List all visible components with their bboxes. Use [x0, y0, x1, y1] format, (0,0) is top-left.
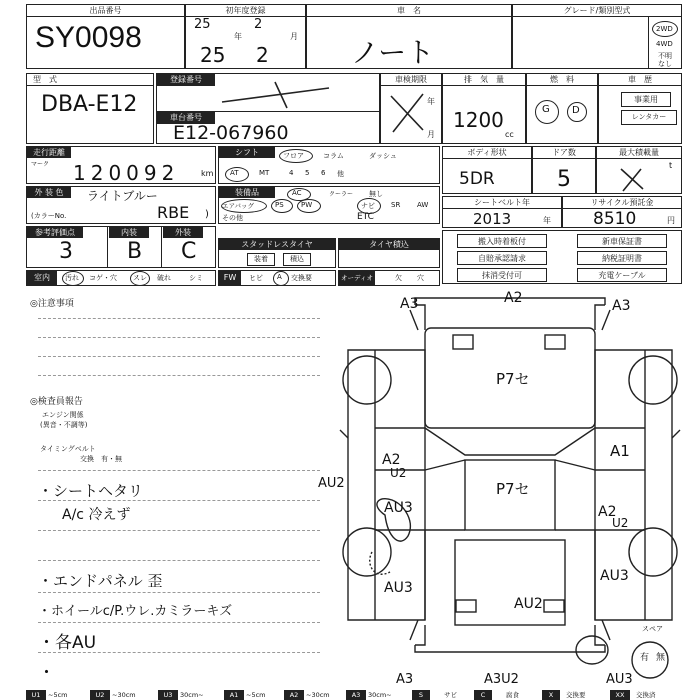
- ext-color-code-close: ): [205, 209, 209, 220]
- tire-load-box: [338, 238, 440, 268]
- inspection-box: [380, 73, 442, 144]
- mark-top-right: A3: [612, 298, 631, 314]
- inspector-label: ◎検査員報告: [30, 397, 83, 407]
- engine-label: エンジン関係: [42, 411, 84, 419]
- ext-color-code-label: (カラーNo.: [31, 212, 67, 220]
- legend-key-a2: A2: [284, 690, 304, 700]
- exterior-grade: C: [181, 239, 197, 264]
- shift-5: 5: [305, 169, 310, 177]
- mileage-mark: マーク: [31, 161, 50, 168]
- tire-load-label: タイヤ積込: [339, 239, 439, 250]
- studless-loaded: 積込: [283, 253, 311, 266]
- shift-dash: ダッシュ: [369, 152, 397, 160]
- ext-color-code: RBE: [157, 203, 190, 222]
- history-rental: レンタカー: [621, 110, 677, 125]
- legend-val-u2: ~30cm: [112, 691, 136, 699]
- fw-box: [218, 270, 336, 286]
- notes-label: ◎注意事項: [30, 299, 74, 309]
- mark-left-side: AU2: [318, 476, 345, 491]
- inspector-entry-3: ・エンドパネル 歪: [38, 572, 163, 590]
- check-plate: 搬入時着板付: [457, 234, 547, 248]
- first-registration-box: [185, 4, 306, 69]
- fw-a: A: [277, 273, 282, 281]
- seatbelt-value: 2013: [473, 210, 512, 228]
- interior-stain: シミ: [189, 274, 203, 282]
- shift-at: AT: [230, 169, 239, 177]
- mark-left-front: A2: [382, 452, 401, 468]
- lot-number-label: 出品番号: [27, 5, 184, 17]
- lot-number-box: [26, 4, 185, 69]
- shift-box: [218, 146, 440, 184]
- equipment-label: 装備品: [219, 187, 275, 198]
- equip-pw: PW: [301, 201, 313, 209]
- exterior-color-box: [26, 186, 216, 224]
- audio-missing: 欠: [395, 274, 402, 282]
- inspection-year-unit: 年: [427, 97, 435, 106]
- inspector-entry-2: A/c 冷えず: [62, 507, 131, 523]
- check-cable: 充電ケーブル: [577, 268, 667, 282]
- mark-right-mid: A2: [598, 504, 617, 520]
- checklist-box: [442, 230, 682, 284]
- legend-key-u2: U2: [90, 690, 110, 700]
- shift-floor: フロア: [283, 152, 304, 160]
- timing-opts: 交換 有・無: [80, 455, 122, 463]
- legend-val-xx: 交換済: [636, 691, 656, 699]
- ext-color-label: 外 装 色: [27, 187, 71, 198]
- doors-value: 5: [557, 167, 571, 192]
- body-type-label: ボディ形状: [443, 147, 531, 159]
- interior-label: 室内: [27, 271, 57, 285]
- equip-other-value: ETC: [357, 212, 374, 222]
- car-name-label: 車 名: [307, 5, 511, 17]
- grade-box: [512, 4, 682, 69]
- shift-4: 4: [289, 169, 294, 177]
- drive-none: なし: [658, 60, 672, 68]
- mark-left-front-2: U2: [390, 466, 407, 480]
- lot-number-value: SY0098: [35, 21, 142, 54]
- equip-cooler: クーラー: [329, 191, 354, 198]
- overall-grade: 3: [59, 239, 73, 264]
- studless-label: スタッドレスタイヤ: [219, 239, 335, 250]
- legend-val-x: 交換要: [566, 691, 586, 699]
- capacity-x-mark: [617, 165, 647, 193]
- spare-yes: 有: [640, 653, 650, 663]
- chassis-label: 車台番号: [157, 112, 215, 124]
- interior-dirt: 汚れ: [65, 274, 79, 282]
- equip-none: 無し: [369, 190, 383, 198]
- first-reg-month-unit: 月: [290, 32, 298, 41]
- legend-val-c: 腐食: [506, 691, 519, 699]
- doors-label: ドア数: [533, 147, 595, 159]
- first-reg-month: 2: [256, 43, 269, 67]
- inspection-x-mark: [387, 90, 427, 136]
- mileage-box: [26, 146, 216, 184]
- body-type-box: [442, 146, 532, 194]
- car-name-box: [306, 4, 512, 69]
- inspector-entry-6: ・: [38, 663, 55, 683]
- recycle-value: 8510: [593, 209, 637, 229]
- mileage-unit: km: [201, 169, 214, 178]
- fuel-label: 燃 料: [527, 74, 597, 86]
- car-name-value: ノート: [351, 36, 435, 69]
- drive-4wd: 4WD: [656, 40, 673, 48]
- inspection-month-unit: 月: [427, 130, 435, 139]
- mark-right-rear: AU3: [600, 568, 629, 584]
- first-registration-label: 初年度登録: [186, 5, 305, 17]
- legend-key-xx: XX: [610, 690, 630, 700]
- recycle-box: [562, 196, 682, 228]
- mark-left-mid: AU3: [384, 500, 413, 516]
- audio-label: オーディオ: [339, 271, 375, 285]
- legend-key-x: X: [542, 690, 560, 700]
- fuel-gasoline: G: [542, 104, 550, 115]
- shift-column: コラム: [323, 152, 344, 160]
- legend-key-s: S: [412, 690, 430, 700]
- mark-rear-mid: AU2: [514, 596, 543, 612]
- mark-left-rear: AU3: [384, 580, 413, 596]
- legend-val-a1: ~5cm: [246, 691, 266, 699]
- history-business: 事業用: [621, 92, 671, 107]
- grades-box: [26, 226, 216, 268]
- mark-bottom-right: AU3: [606, 672, 633, 687]
- drive-2wd: 2WD: [656, 25, 673, 33]
- seatbelt-label: シートベルト年: [443, 197, 561, 209]
- model-label: 型 式: [27, 74, 153, 86]
- seatbelt-unit: 年: [543, 216, 551, 225]
- legend-key-c: C: [474, 690, 492, 700]
- capacity-label: 最大積載量: [597, 147, 681, 159]
- studless-mounted: 装着: [247, 253, 275, 266]
- interior-tear: 破れ: [157, 274, 171, 282]
- inspection-label: 車検期限: [381, 74, 441, 86]
- shift-mt: MT: [259, 169, 270, 177]
- recycle-unit: 円: [667, 216, 675, 225]
- inspector-entry-5: ・各AU: [38, 633, 97, 653]
- mark-roof: P7セ: [496, 480, 530, 498]
- grade-label: グレード/類別型式: [513, 5, 681, 17]
- equipment-box: [218, 186, 440, 224]
- spare-no: 無: [656, 653, 666, 663]
- legend-val-s: サビ: [444, 691, 457, 699]
- history-label: 車 歴: [599, 74, 681, 86]
- history-box: [598, 73, 682, 144]
- legend-val-u3: 30cm~: [180, 691, 204, 699]
- mark-top-mid: A2: [504, 290, 523, 306]
- legend-key-u3: U3: [158, 690, 178, 700]
- first-reg-month-small: 2: [254, 17, 263, 32]
- recycle-label: リサイクル預託金: [563, 197, 681, 209]
- shift-label: シフト: [219, 147, 275, 158]
- inspector-entry-4: ・ホイールc/P.ウレ.カミラーキズ: [38, 604, 233, 619]
- displacement-label: 排 気 量: [443, 74, 525, 86]
- reg-number-label: 登録番号: [157, 74, 215, 86]
- fuel-box: [526, 73, 598, 144]
- displacement-box: [442, 73, 526, 144]
- grades-label: 参考評価点: [27, 227, 83, 238]
- equip-airbag: エアバッグ: [222, 202, 254, 210]
- ext-color-value: ライトブルー: [87, 189, 158, 203]
- check-tax: 納税証明書: [577, 251, 667, 265]
- doors-box: [532, 146, 596, 194]
- interior-grade: B: [127, 239, 143, 264]
- equip-other-label: その他: [222, 214, 243, 222]
- mileage-value: 120092: [73, 161, 180, 185]
- displacement-value: 1200: [453, 108, 504, 132]
- model-box: [26, 73, 154, 144]
- equip-ps: PS: [275, 201, 284, 209]
- registration-box: [156, 73, 380, 144]
- timing-label: タイミングベルト: [40, 445, 96, 453]
- spare-label: スペア: [642, 625, 663, 633]
- mileage-label: 走行距離: [27, 147, 71, 158]
- check-warranty: 新車保証書: [577, 234, 667, 248]
- mark-right-front: A1: [610, 442, 630, 460]
- check-cancel: 抹消受付可: [457, 268, 547, 282]
- legend-val-a3: 30cm~: [368, 691, 392, 699]
- capacity-unit: t: [669, 161, 673, 170]
- equip-aw: AW: [417, 201, 429, 209]
- shift-other: 他: [337, 170, 344, 178]
- legend-val-a2: ~30cm: [306, 691, 330, 699]
- fw-crack: ヒビ: [249, 274, 263, 282]
- interior-scuff: スレ: [133, 274, 147, 282]
- studless-box: [218, 238, 336, 268]
- legend-val-u1: ~5cm: [48, 691, 68, 699]
- fw-replace: 交換要: [291, 274, 312, 282]
- mark-bottom-left: A3: [396, 672, 414, 687]
- seatbelt-box: [442, 196, 562, 228]
- legend-key-u1: U1: [26, 690, 46, 700]
- displacement-unit: cc: [505, 130, 514, 139]
- body-type-value: 5DR: [459, 169, 495, 189]
- chassis-value: E12-067960: [173, 122, 289, 144]
- interior-grade-label: 内装: [109, 227, 149, 238]
- legend-key-a1: A1: [224, 690, 244, 700]
- model-value: DBA-E12: [41, 92, 138, 117]
- mark-right-mid-2: U2: [612, 516, 629, 530]
- check-insurance: 自賠承認請求: [457, 251, 547, 265]
- equip-navi: ナビ: [361, 202, 375, 210]
- fuel-diesel: D: [572, 105, 580, 116]
- equip-ac: AC: [292, 189, 302, 197]
- shift-6: 6: [321, 169, 326, 177]
- interior-box: [26, 270, 216, 286]
- mark-hood: P7セ: [496, 370, 530, 388]
- exterior-grade-label: 外装: [163, 227, 203, 238]
- equip-sr: SR: [391, 201, 401, 209]
- audio-hole: 穴: [417, 274, 424, 282]
- audio-box: [338, 270, 440, 286]
- first-reg-year-unit: 年: [234, 32, 242, 41]
- drive-unknown: 不明: [658, 52, 672, 60]
- first-reg-year: 25: [200, 43, 226, 67]
- mark-top-left: A3: [400, 296, 419, 312]
- inspector-entry-1: ・シートヘタリ: [38, 482, 144, 500]
- engine-sub-label: (異音・不調等): [40, 421, 88, 429]
- fw-label: FW: [219, 271, 241, 285]
- legend-key-a3: A3: [346, 690, 366, 700]
- strike-mark: [217, 80, 337, 110]
- interior-burn: コゲ・穴: [89, 274, 117, 282]
- first-reg-year-small: 25: [194, 17, 211, 32]
- mark-bottom-mid: A3U2: [484, 672, 519, 687]
- capacity-box: [596, 146, 682, 194]
